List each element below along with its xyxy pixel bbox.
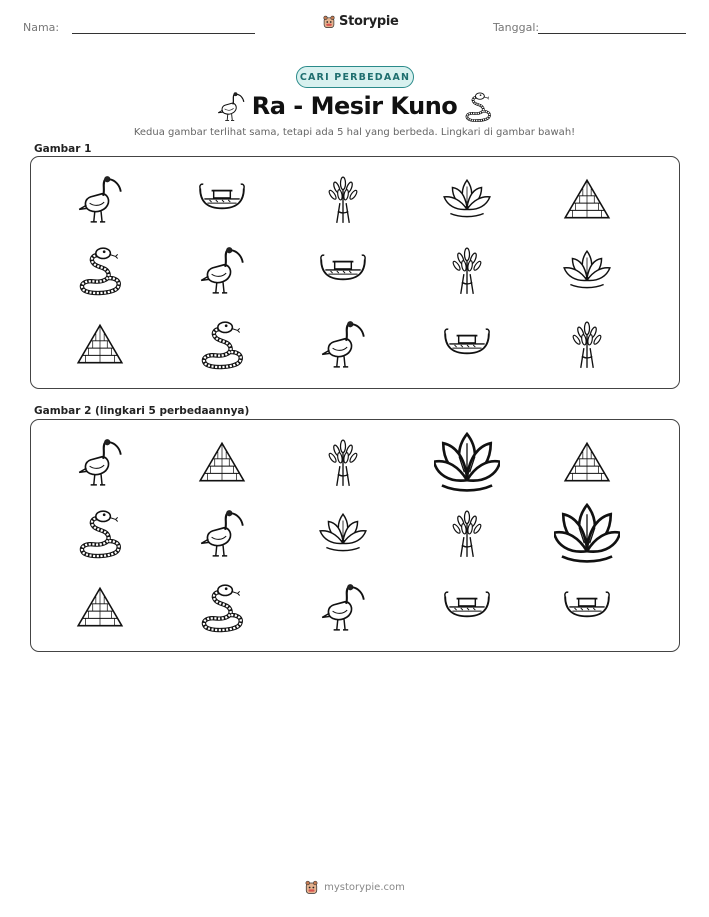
picture1-panel[interactable] [30,156,680,389]
boat-icon[interactable] [317,245,369,297]
snake-icon [462,91,494,123]
mascot-icon [322,15,336,29]
ibis-icon[interactable] [74,174,126,226]
picture1-label: Gambar 1 [34,143,92,155]
pyramid-icon[interactable] [74,582,126,634]
page-title: Ra - Mesir Kuno [251,92,458,120]
picture2-panel[interactable] [30,419,680,652]
boat-icon[interactable] [441,582,493,634]
date-label: Tanggal: [493,21,540,34]
wheat-icon[interactable] [561,319,613,371]
wheat-icon[interactable] [441,245,493,297]
pyramid-icon[interactable] [561,437,613,489]
picture2-label: Gambar 2 (lingkari 5 perbedaannya) [34,405,250,417]
pyramid-icon[interactable] [196,437,248,489]
ibis-icon[interactable] [196,245,248,297]
snake-icon[interactable] [196,319,248,371]
lotus-large-icon[interactable] [434,430,500,496]
name-field[interactable] [72,33,255,34]
pyramid-icon[interactable] [74,319,126,371]
snake-icon[interactable] [74,508,126,560]
wheat-icon[interactable] [317,174,369,226]
footer [0,880,709,895]
boat-icon[interactable] [196,174,248,226]
title-row [0,90,709,126]
instructions: Kedua gambar terlihat sama, tetapi ada 5 hal yang berbeda. Lingkari di gambar bawah! [133,127,576,138]
ibis-icon[interactable] [74,437,126,489]
date-field[interactable] [538,33,686,34]
pyramid-icon[interactable] [561,174,613,226]
lotus-icon[interactable] [561,245,613,297]
lotus-large-icon[interactable] [554,501,620,567]
activity-badge: CARI PERBEDAAN [296,66,414,88]
brand-name: Storypie [339,14,399,29]
name-label: Nama: [23,21,60,34]
lotus-icon[interactable] [317,508,369,560]
brand-logo [322,14,399,29]
wheat-icon[interactable] [317,437,369,489]
footer-url: mystorypie.com [324,882,405,893]
worksheet-header [0,0,709,44]
mascot-icon [304,880,319,895]
lotus-icon[interactable] [441,174,493,226]
boat-icon[interactable] [561,582,613,634]
wheat-icon[interactable] [441,508,493,560]
ibis-icon[interactable] [196,508,248,560]
ibis-icon[interactable] [317,582,369,634]
ibis-icon[interactable] [317,319,369,371]
boat-icon[interactable] [441,319,493,371]
snake-icon[interactable] [196,582,248,634]
snake-icon[interactable] [74,245,126,297]
